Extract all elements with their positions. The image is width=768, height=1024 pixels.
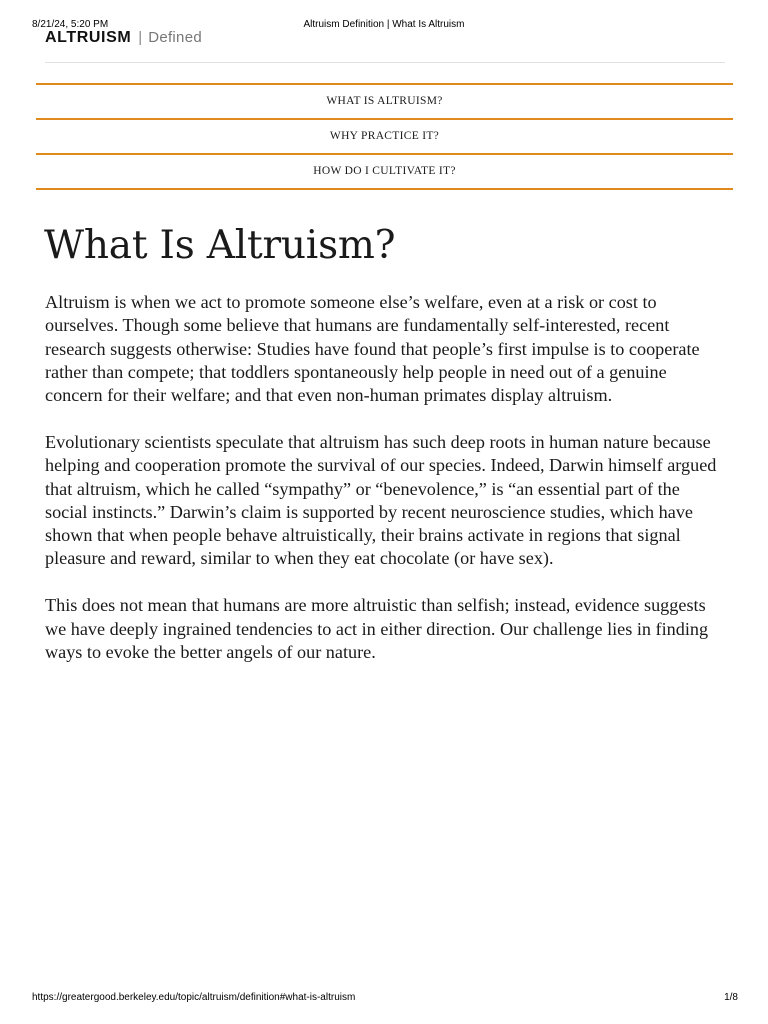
header-divider xyxy=(45,62,725,63)
nav-item-why-practice-it[interactable]: WHY PRACTICE IT? xyxy=(36,120,733,155)
topic-nav xyxy=(36,83,733,190)
article-paragraph: Altruism is when we act to promote someone else’s welfare, even at a risk or cost to ourselves. Though some believe that humans are fundamentally self-interested, recent research suggests otherwise: Studies have found that people’s first impulse is to cooperate rather than compete; that toddlers spontaneously help people in need out of a genuine concern for their welfare; and that even non-human primates display altruism. xyxy=(45,292,700,406)
page-title: What Is Altruism? xyxy=(44,223,396,268)
article-paragraph: Evolutionary scientists speculate that altruism has such deep roots in human nature because helping and cooperation promote the survival of our species. Indeed, Darwin himself argued that altruism, which he called “sympathy” or “benevolence,” is “an essential part of the social instincts.” Darwin’s claim is supported by recent neuroscience studies, which have shown that when people behave altruistically, their brains activate in regions that signal pleasure and reward, similar to when they eat chocolate (or have sex). xyxy=(45,431,717,569)
print-url: https://greatergood.berkeley.edu/topic/altruism/definition#what-is-altruism xyxy=(32,992,356,1003)
print-footer xyxy=(32,992,738,1006)
article-paragraph: This does not mean that humans are more altruistic than selfish; instead, evidence suggests we have deeply ingrained tendencies to act in either direction. Our challenge lies in finding ways to evoke the better angels of our nature. xyxy=(45,595,709,662)
print-date: 8/21/24, 5:20 PM xyxy=(32,19,109,30)
print-page-number: 1/8 xyxy=(724,992,738,1003)
article-body xyxy=(45,291,725,688)
brand-separator: | xyxy=(138,29,143,46)
nav-item-how-do-i-cultivate-it[interactable]: HOW DO I CULTIVATE IT? xyxy=(36,155,733,190)
brand-name: ALTRUISM xyxy=(45,29,132,46)
print-page-title: Altruism Definition | What Is Altruism xyxy=(303,19,465,30)
nav-item-what-is-altruism[interactable]: WHAT IS ALTRUISM? xyxy=(36,85,733,120)
brand-subtitle: Defined xyxy=(148,29,202,46)
site-brand[interactable] xyxy=(45,29,202,51)
